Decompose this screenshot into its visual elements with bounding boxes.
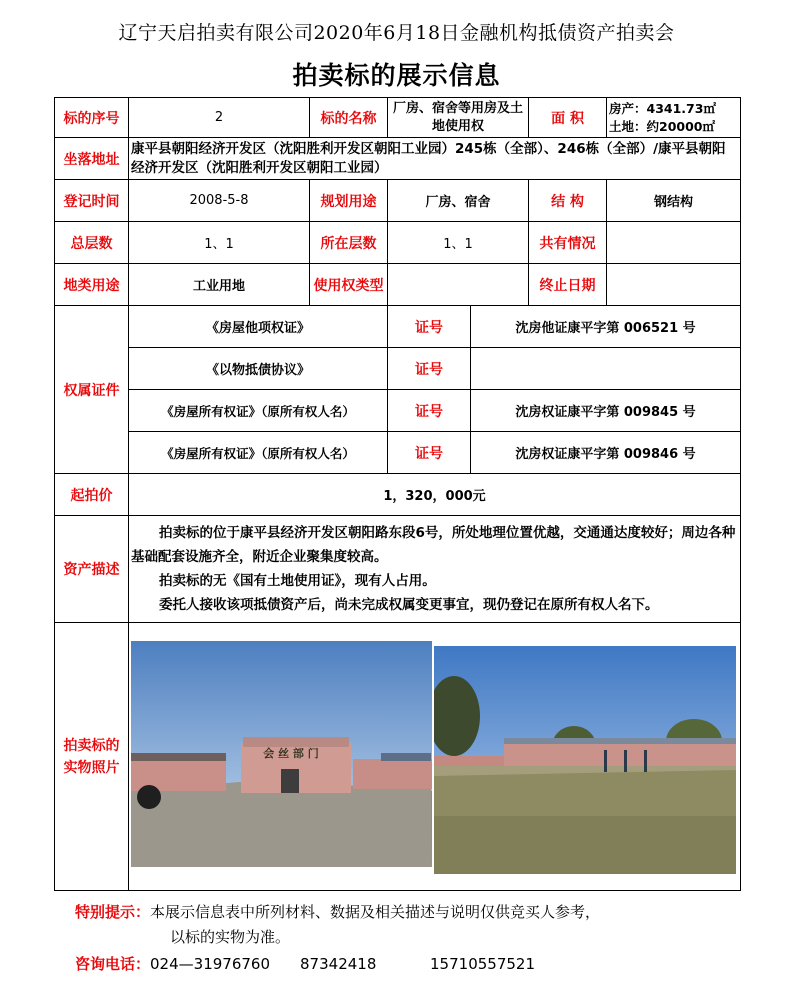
cert-name: 《以物抵债协议》 (129, 348, 388, 390)
location-label: 坐落地址 (55, 138, 129, 180)
cert-number (471, 348, 741, 390)
building-sign: 会 丝 部 门 (263, 746, 319, 760)
consult-phone (75, 953, 535, 974)
total-floors-value: 1、1 (129, 222, 310, 264)
cert-num-label: 证号 (388, 432, 471, 474)
cert-name: 《房屋所有权证》（原所有权人名） (129, 432, 388, 474)
name-value: 厂房、宿舍等用房及土地使用权 (388, 98, 529, 138)
land-use-value: 工业用地 (129, 264, 310, 306)
structure-value: 钢结构 (607, 180, 741, 222)
floor-value: 1、1 (388, 222, 529, 264)
phone-label: 咨询电话： (75, 955, 151, 973)
start-price-value: 1，320，000元 (129, 474, 741, 516)
auction-info-table (54, 97, 741, 891)
building-photo-2 (434, 646, 736, 874)
desc-paragraph: 拍卖标的无《国有土地使用证》，现有人占用。 (159, 573, 436, 589)
planned-use-value: 厂房、宿舍 (388, 180, 529, 222)
building-photo-1 (131, 641, 432, 867)
notice-label: 特别提示： (75, 903, 151, 921)
page-title: 拍卖标的展示信息 (292, 61, 501, 90)
structure-label: 结 构 (529, 180, 607, 222)
area-value (607, 98, 741, 138)
seq-value: 2 (129, 98, 310, 138)
cert-number: 沈房权证康平字第 009845 号 (471, 390, 741, 432)
asset-desc (129, 516, 741, 623)
right-type-label: 使用权类型 (310, 264, 388, 306)
phone-number-3: 15710557521 (430, 955, 535, 973)
special-notice (75, 901, 600, 922)
area-land: 土地：约20000㎡ (609, 118, 716, 134)
cert-num-label: 证号 (388, 348, 471, 390)
area-label: 面 积 (529, 98, 607, 138)
notice-text-2: 以标的实物为准。 (170, 928, 291, 946)
asset-desc-label: 资产描述 (55, 516, 129, 623)
phone-number-1: 024—31976760 (150, 955, 270, 973)
shared-label: 共有情况 (529, 222, 607, 264)
land-use-label: 地类用途 (55, 264, 129, 306)
reg-time-value: 2008-5-8 (129, 180, 310, 222)
total-floors-label: 总层数 (55, 222, 129, 264)
document-header: 辽宁天启拍卖有限公司2020年6月18日金融机构抵债资产拍卖会 (118, 22, 675, 44)
cert-number: 沈房权证康平字第 009846 号 (471, 432, 741, 474)
cert-num-label: 证号 (388, 306, 471, 348)
photos-cell (129, 623, 741, 891)
area-building: 房产：4341.73㎡ (609, 100, 716, 116)
cert-num-label: 证号 (388, 390, 471, 432)
cert-name: 《房屋他项权证》 (129, 306, 388, 348)
phone-number-2: 87342418 (300, 955, 377, 973)
end-date-label: 终止日期 (529, 264, 607, 306)
cert-name: 《房屋所有权证》（原所有权人名） (129, 390, 388, 432)
right-type-value (388, 264, 529, 306)
photos-label-text: 拍卖标的实物照片 (63, 737, 120, 776)
start-price-label: 起拍价 (55, 474, 129, 516)
notice-text: 本展示信息表中所列材料、数据及相关描述与说明仅供竞买人参考， (150, 903, 601, 921)
seq-label: 标的序号 (55, 98, 129, 138)
location-value: 康平县朝阳经济开发区（沈阳胜利开发区朝阳工业园）245栋（全部）、246栋（全部）/康平县朝阳经济开发区（沈阳胜利开发区朝阳工业园） (129, 138, 741, 180)
shared-value (607, 222, 741, 264)
name-label: 标的名称 (310, 98, 388, 138)
floor-label: 所在层数 (310, 222, 388, 264)
planned-use-label: 规划用途 (310, 180, 388, 222)
desc-paragraph: 拍卖标的位于康平县经济开发区朝阳路东段6号，所处地理位置优越，交通通达度较好；周边各种基础配套设施齐全，附近企业聚集度较高。 (131, 525, 736, 565)
desc-paragraph: 委托人接收该项抵债资产后，尚未完成权属变更事宜，现仍登记在原所有权人名下。 (159, 597, 659, 613)
cert-number: 沈房他证康平字第 006521 号 (471, 306, 741, 348)
photos-label (55, 623, 129, 891)
certs-label: 权属证件 (55, 306, 129, 474)
reg-time-label: 登记时间 (55, 180, 129, 222)
end-date-value (607, 264, 741, 306)
